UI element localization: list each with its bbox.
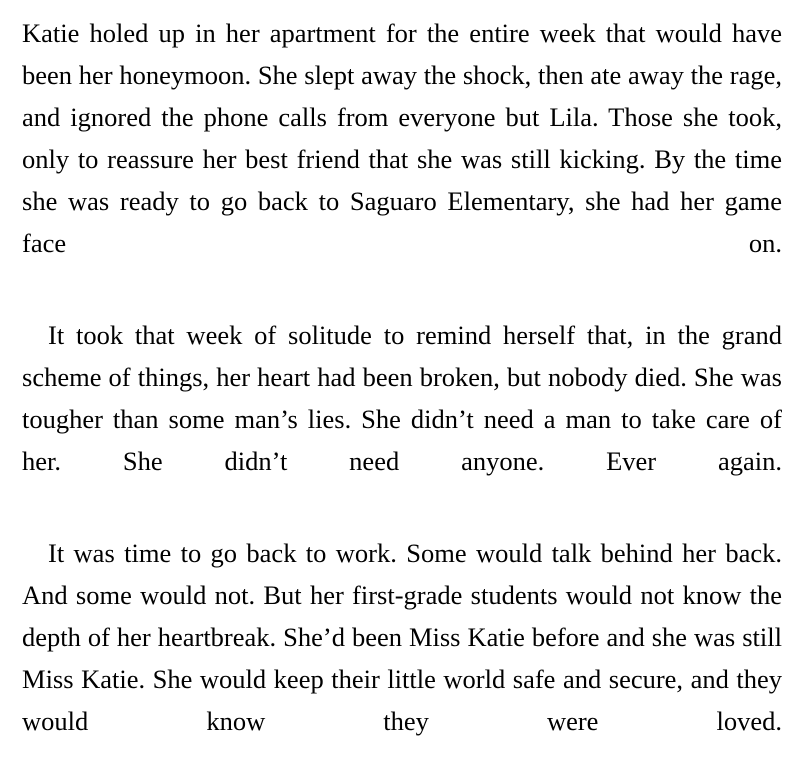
paragraph: It took that week of solitude to remind herself that, in the grand scheme of things, her heart had been broken, but nobody died. She was tougher than some man’s lies. She didn’t need a man to take care of her. She didn’t need anyone. Ever again. — [22, 320, 782, 476]
paragraph: It was time to go back to work. Some would talk behind her back. And some would not. But her first-grade students would not know the depth of her heartbreak. She’d been Miss Katie before and she was still Miss Katie. She would keep their little world safe and secure, and they would know they were loved. — [22, 538, 782, 736]
paragraph: Katie holed up in her apartment for the entire week that would have been her honeymoon. She slept away the shock, then ate away the rage, and ignored the phone calls from everyone but Lila. Those she took, only to reassure her best friend that she was still kicking. By the time she was ready to go back to Saguaro Elementary, she had her game face on. — [22, 18, 782, 258]
